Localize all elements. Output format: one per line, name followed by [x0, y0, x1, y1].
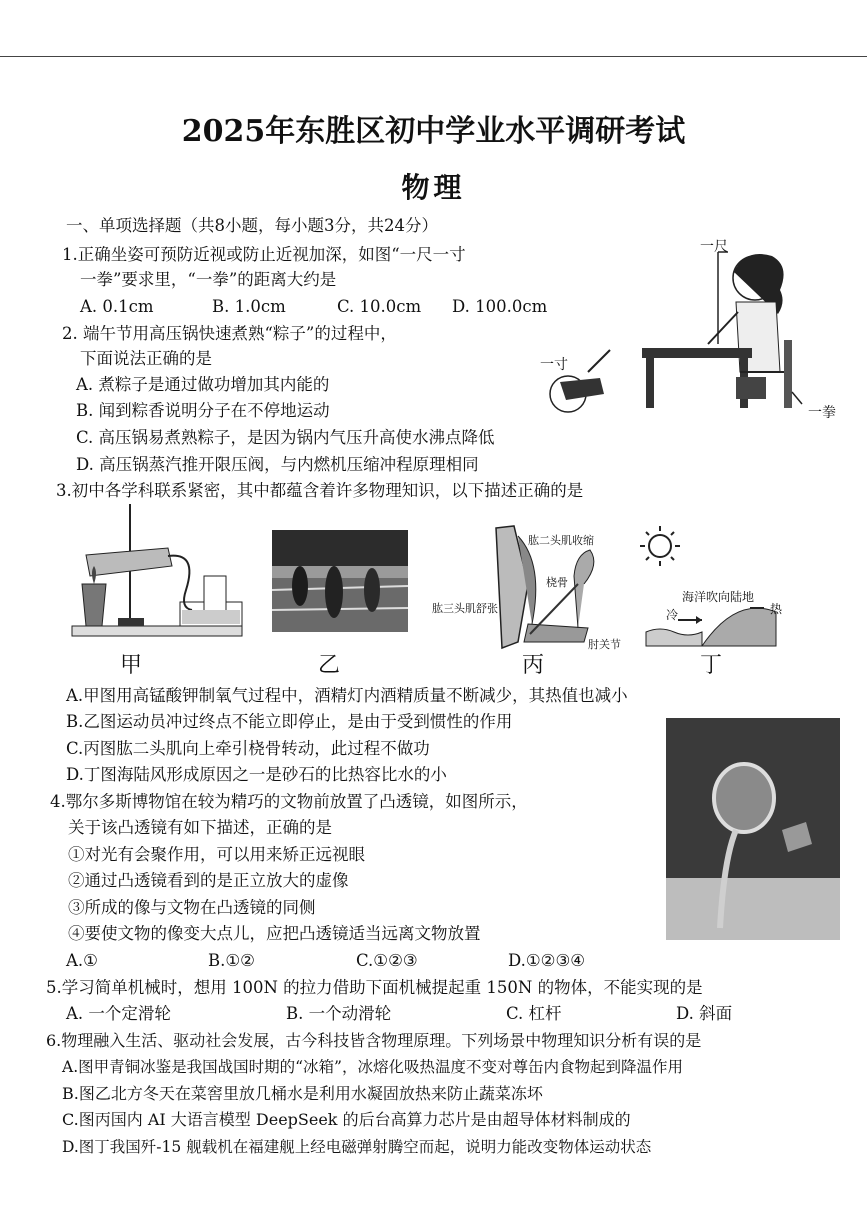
figure-yi-runners-photo — [272, 530, 408, 632]
q5-option-a: A. 一个定滑轮 — [66, 1004, 171, 1023]
figure-jia-apparatus — [68, 500, 248, 645]
q3-stem: 3.初中各学科联系紧密，其中都蕴含着许多物理知识，以下描述正确的是 — [56, 481, 584, 500]
q2-option-d: D. 高压锅蒸汽推开限压阀，与内燃机压缩冲程原理相同 — [76, 455, 479, 474]
label-tricep: 肱三头肌舒张 — [432, 602, 498, 615]
label-sea-to-land: 海洋吹向陆地 — [682, 590, 755, 604]
figure-jia-label: 甲 — [120, 653, 143, 678]
q4-item-4: ④要使文物的像变大点儿，应把凸透镜适当远离文物放置 — [68, 924, 481, 943]
q6-option-a: A.图甲青铜冰鉴是我国战国时期的“冰箱”，冰熔化吸热温度不变对尊缶内食物起到降温作用 — [62, 1058, 683, 1076]
q4-stem-line1: 4.鄂尔多斯博物馆在较为精巧的文物前放置了凸透镜，如图所示， — [50, 792, 528, 811]
fig-label-quan: 一拳 — [808, 405, 836, 421]
q5-option-b: B. 一个动滑轮 — [286, 1004, 392, 1023]
fig-label-chi: 一尺 — [700, 239, 728, 255]
figure-yi-label: 乙 — [318, 653, 341, 678]
top-border — [0, 56, 867, 57]
q4-option-b: B.①② — [208, 951, 255, 970]
q5-option-d: D. 斜面 — [676, 1004, 733, 1023]
q1-option-c: C. 10.0cm — [337, 297, 422, 316]
figure-ding-sea-breeze — [640, 520, 783, 650]
q1-stem-line1: 1.正确坐姿可预防近视或防止近视加深，如图“一尺一寸 — [62, 245, 466, 264]
q5-stem: 5.学习简单机械时，想用 100N 的拉力借助下面机械提起重 150N 的物体，不能实现的是 — [46, 978, 703, 997]
subject-title: 物理 — [401, 171, 466, 204]
q4-option-c: C.①②③ — [356, 951, 418, 970]
q3-option-b: B.乙图运动员冲过终点不能立即停止，是由于受到惯性的作用 — [66, 712, 513, 731]
q1-stem-line2: 一拳”要求里，“一拳”的距离大约是 — [80, 270, 337, 289]
fig-label-cun: 一寸 — [540, 357, 568, 373]
section-heading: 一、单项选择题（共8小题，每小题3分，共24分） — [66, 216, 438, 235]
q6-option-c: C.图丙国内 AI 大语言模型 DeepSeek 的后台高算力芯片是由超导体材料制成的 — [62, 1110, 631, 1129]
label-hot: 热 — [770, 602, 783, 616]
q6-stem: 6.物理融入生活、驱动社会发展，古今科技皆含物理原理。下列场景中物理知识分析有误的是 — [46, 1031, 702, 1050]
label-cold: 冷 — [666, 608, 679, 622]
figure-bing-label: 丙 — [522, 653, 545, 678]
q2-stem-line1: 2. 端午节用高压锅快速煮熟“粽子”的过程中， — [62, 324, 397, 343]
q2-option-c: C. 高压锅易煮熟粽子，是因为锅内气压升高使水沸点降低 — [76, 428, 495, 447]
q1-option-a: A. 0.1cm — [80, 297, 154, 316]
q4-item-3: ③所成的像与文物在凸透镜的同侧 — [68, 898, 316, 917]
q2-stem-line2: 下面说法正确的是 — [80, 349, 212, 368]
label-elbow: 肘关节 — [588, 638, 621, 651]
label-bicep: 肱二头肌收缩 — [528, 534, 594, 547]
q1-option-b: B. 1.0cm — [212, 297, 286, 316]
q4-item-1: ①对光有会聚作用，可以用来矫正远视眼 — [68, 845, 365, 864]
label-radius: 桡骨 — [546, 576, 568, 589]
q4-item-2: ②通过凸透镜看到的是正立放大的虚像 — [68, 871, 349, 890]
figure-ding-label: 丁 — [700, 653, 723, 678]
q2-option-a: A. 煮粽子是通过做功增加其内能的 — [76, 375, 330, 394]
q4-option-a: A.① — [66, 951, 98, 970]
q6-option-d: D.图丁我国歼-15 舰载机在福建舰上经电磁弹射腾空而起，说明力能改变物体运动状态 — [62, 1138, 652, 1156]
q1-option-d: D. 100.0cm — [452, 297, 548, 316]
lens-photo — [666, 718, 840, 940]
posture-figure — [540, 232, 825, 422]
q5-option-c: C. 杠杆 — [506, 1004, 562, 1023]
q4-option-d: D.①②③④ — [508, 951, 586, 970]
q3-option-c: C.丙图肱二头肌向上牵引桡骨转动，此过程不做功 — [66, 739, 430, 758]
q3-option-d: D.丁图海陆风形成原因之一是砂石的比热容比水的小 — [66, 765, 447, 784]
q4-stem-line2: 关于该凸透镜有如下描述，正确的是 — [68, 818, 332, 837]
q2-option-b: B. 闻到粽香说明分子在不停地运动 — [76, 401, 330, 420]
exam-title: 2025年东胜区初中学业水平调研考试 — [181, 114, 686, 149]
q6-option-b: B.图乙北方冬天在菜窖里放几桶水是利用水凝固放热来防止蔬菜冻坏 — [62, 1084, 543, 1103]
q3-option-a: A.甲图用高锰酸钾制氧气过程中，酒精灯内酒精质量不断减少，其热值也减小 — [66, 686, 628, 705]
